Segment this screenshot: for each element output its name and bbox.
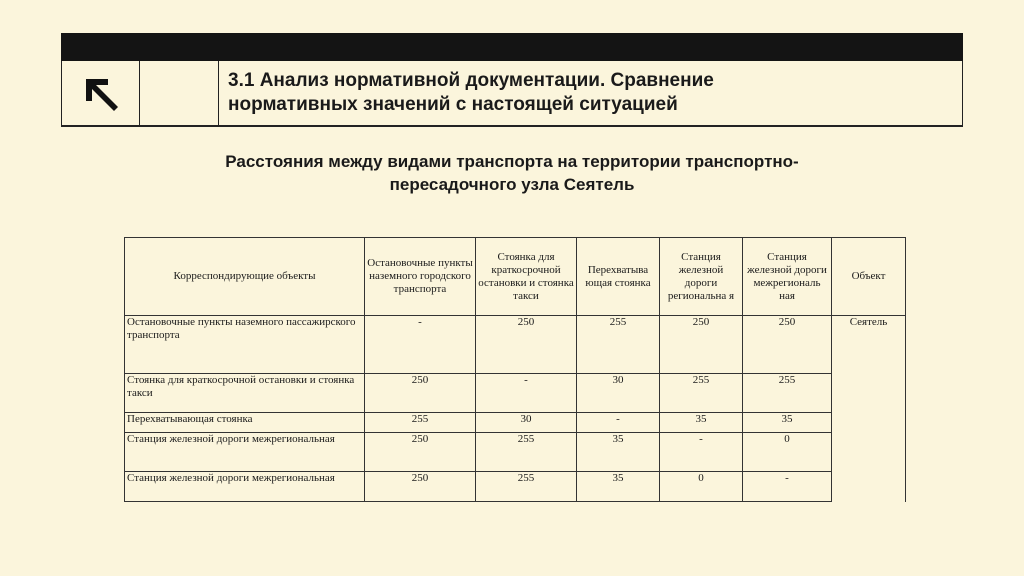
- column-header: Станция железной дороги региональна я: [660, 238, 743, 316]
- row-label: Станция железной дороги межрегиональная: [125, 433, 365, 472]
- cell-value: 250: [476, 316, 577, 374]
- cell-value: 250: [365, 433, 476, 472]
- page-title-line1: 3.1 Анализ нормативной документации. Сравнение: [228, 70, 714, 91]
- header-row: [61, 61, 963, 127]
- cell-value: 35: [577, 472, 660, 502]
- row-label: Перехватывающая стоянка: [125, 413, 365, 433]
- page-title: [219, 61, 962, 125]
- cell-value: 255: [577, 316, 660, 374]
- table-row: [125, 316, 906, 374]
- cell-value: 35: [743, 413, 832, 433]
- cell-value: 35: [660, 413, 743, 433]
- table-header-row: [125, 238, 906, 316]
- object-empty-cell: [832, 472, 906, 502]
- cell-value: 0: [743, 433, 832, 472]
- cell-value: 0: [660, 472, 743, 502]
- table-row: [125, 374, 906, 413]
- column-header: Перехватыва ющая стоянка: [577, 238, 660, 316]
- arrow-up-left-icon[interactable]: [84, 77, 120, 113]
- column-header: Остановочные пункты наземного городского транспорта: [365, 238, 476, 316]
- cell-value: 255: [365, 413, 476, 433]
- table-title-line2: пересадочного узла Сеятель: [389, 175, 635, 194]
- object-empty-cell: [832, 413, 906, 433]
- table-row: [125, 433, 906, 472]
- table-row: [125, 413, 906, 433]
- cell-value: -: [365, 316, 476, 374]
- row-label: Остановочные пункты наземного пассажирского транспорта: [125, 316, 365, 374]
- row-label: Стоянка для краткосрочной остановки и стоянка такси: [125, 374, 365, 413]
- cell-value: 250: [365, 472, 476, 502]
- column-header: Объект: [832, 238, 906, 316]
- cell-value: 30: [577, 374, 660, 413]
- back-cell[interactable]: [62, 61, 140, 125]
- cell-value: 255: [476, 433, 577, 472]
- cell-value: -: [743, 472, 832, 502]
- header-bar: [61, 33, 963, 61]
- table-title: [130, 150, 894, 196]
- header-empty-cell: [140, 61, 219, 125]
- distance-table: [124, 237, 906, 502]
- cell-value: -: [577, 413, 660, 433]
- cell-value: 250: [743, 316, 832, 374]
- cell-value: 255: [476, 472, 577, 502]
- column-header: Стоянка для краткосрочной остановки и стоянка такси: [476, 238, 577, 316]
- object-value: Сеятель: [832, 316, 906, 374]
- cell-value: 30: [476, 413, 577, 433]
- cell-value: 255: [743, 374, 832, 413]
- cell-value: -: [476, 374, 577, 413]
- cell-value: 250: [365, 374, 476, 413]
- cell-value: 35: [577, 433, 660, 472]
- object-empty-cell: [832, 374, 906, 413]
- row-label: Станция железной дороги межрегиональная: [125, 472, 365, 502]
- cell-value: 250: [660, 316, 743, 374]
- table-title-line1: Расстояния между видами транспорта на территории транспортно-: [225, 152, 799, 171]
- corner-header: Корреспондирующие объекты: [125, 238, 365, 316]
- page-title-line2: нормативных значений с настоящей ситуацией: [228, 94, 678, 115]
- cell-value: -: [660, 433, 743, 472]
- object-empty-cell: [832, 433, 906, 472]
- cell-value: 255: [660, 374, 743, 413]
- column-header: Станция железной дороги межрегиональ ная: [743, 238, 832, 316]
- table-row: [125, 472, 906, 502]
